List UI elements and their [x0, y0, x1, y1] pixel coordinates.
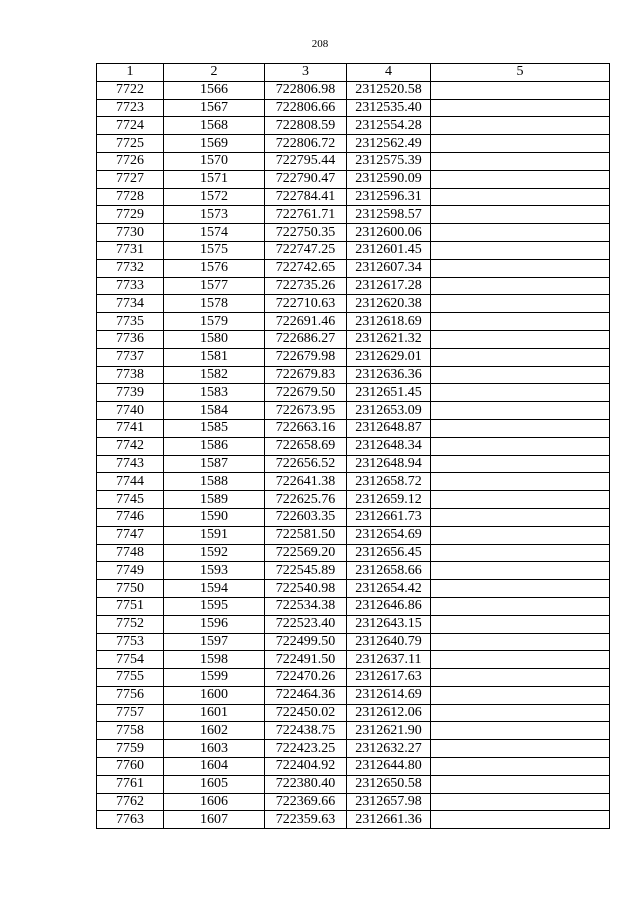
table-cell-col-2: 1579: [164, 313, 265, 331]
table-cell-col-3: 722747.25: [265, 241, 347, 259]
table-row: [97, 473, 610, 491]
table-cell-col-2: 1584: [164, 402, 265, 420]
table-cell-col-3: 722523.40: [265, 615, 347, 633]
table-cell-col-5: [431, 740, 610, 758]
table-cell-col-1: 7759: [97, 740, 164, 758]
table-cell-col-2: 1577: [164, 277, 265, 295]
table-cell-col-5: [431, 597, 610, 615]
table-cell-col-5: [431, 455, 610, 473]
table-cell-col-3: 722663.16: [265, 419, 347, 437]
table-row: [97, 811, 610, 829]
table-cell-col-5: [431, 419, 610, 437]
table-cell-col-5: [431, 758, 610, 776]
table-row: [97, 384, 610, 402]
table-cell-col-5: [431, 775, 610, 793]
table-cell-col-1: 7740: [97, 402, 164, 420]
table-cell-col-2: 1574: [164, 224, 265, 242]
table-cell-col-5: [431, 633, 610, 651]
table-cell-col-2: 1568: [164, 117, 265, 135]
table-cell-col-2: 1597: [164, 633, 265, 651]
table-cell-col-1: 7763: [97, 811, 164, 829]
table-cell-col-5: [431, 170, 610, 188]
table-row: [97, 651, 610, 669]
table-cell-col-5: [431, 259, 610, 277]
table-cell-col-3: 722438.75: [265, 722, 347, 740]
table-cell-col-3: 722545.89: [265, 562, 347, 580]
table-cell-col-5: [431, 152, 610, 170]
table-cell-col-5: [431, 330, 610, 348]
table-cell-col-4: 2312535.40: [347, 99, 431, 117]
table-cell-col-3: 722679.50: [265, 384, 347, 402]
table-cell-col-1: 7752: [97, 615, 164, 633]
table-cell-col-2: 1567: [164, 99, 265, 117]
table-cell-col-2: 1585: [164, 419, 265, 437]
table-row: [97, 206, 610, 224]
table-cell-col-4: 2312575.39: [347, 152, 431, 170]
table-cell-col-3: 722735.26: [265, 277, 347, 295]
table-cell-col-2: 1593: [164, 562, 265, 580]
table-cell-col-4: 2312598.57: [347, 206, 431, 224]
table-cell-col-3: 722691.46: [265, 313, 347, 331]
table-cell-col-5: [431, 366, 610, 384]
column-header-5: 5: [431, 64, 610, 82]
table-cell-col-4: 2312648.94: [347, 455, 431, 473]
table-cell-col-3: 722784.41: [265, 188, 347, 206]
table-cell-col-1: 7736: [97, 330, 164, 348]
table-cell-col-1: 7751: [97, 597, 164, 615]
table-cell-col-3: 722686.27: [265, 330, 347, 348]
table-row: [97, 170, 610, 188]
table-cell-col-4: 2312648.34: [347, 437, 431, 455]
column-header-2: 2: [164, 64, 265, 82]
table-cell-col-1: 7724: [97, 117, 164, 135]
table-row: [97, 224, 610, 242]
table-cell-col-4: 2312661.73: [347, 508, 431, 526]
table-cell-col-4: 2312651.45: [347, 384, 431, 402]
table-cell-col-1: 7739: [97, 384, 164, 402]
table-cell-col-1: 7745: [97, 491, 164, 509]
table-cell-col-5: [431, 580, 610, 598]
table-cell-col-1: 7748: [97, 544, 164, 562]
table-cell-col-1: 7734: [97, 295, 164, 313]
table-cell-col-5: [431, 793, 610, 811]
table-cell-col-4: 2312607.34: [347, 259, 431, 277]
column-header-1: 1: [97, 64, 164, 82]
table-cell-col-4: 2312617.28: [347, 277, 431, 295]
table-row: [97, 419, 610, 437]
table-cell-col-5: [431, 437, 610, 455]
table-cell-col-1: 7750: [97, 580, 164, 598]
table-cell-col-1: 7757: [97, 704, 164, 722]
table-cell-col-2: 1602: [164, 722, 265, 740]
table-cell-col-3: 722790.47: [265, 170, 347, 188]
table-cell-col-2: 1573: [164, 206, 265, 224]
table-cell-col-2: 1586: [164, 437, 265, 455]
table-cell-col-5: [431, 206, 610, 224]
table-cell-col-2: 1581: [164, 348, 265, 366]
table-cell-col-1: 7733: [97, 277, 164, 295]
table-row: [97, 580, 610, 598]
table-row: [97, 722, 610, 740]
table-cell-col-3: 722808.59: [265, 117, 347, 135]
table-row: [97, 686, 610, 704]
header-row: [97, 64, 610, 82]
table-cell-col-5: [431, 473, 610, 491]
table-cell-col-3: 722470.26: [265, 669, 347, 687]
table-cell-col-5: [431, 651, 610, 669]
table-cell-col-2: 1590: [164, 508, 265, 526]
table-cell-col-1: 7741: [97, 419, 164, 437]
table-cell-col-4: 2312520.58: [347, 81, 431, 99]
table-cell-col-1: 7731: [97, 241, 164, 259]
table-cell-col-4: 2312654.42: [347, 580, 431, 598]
table-row: [97, 402, 610, 420]
table-cell-col-3: 722499.50: [265, 633, 347, 651]
table-row: [97, 330, 610, 348]
table-cell-col-4: 2312656.45: [347, 544, 431, 562]
table-row: [97, 188, 610, 206]
table-row: [97, 152, 610, 170]
table-cell-col-4: 2312661.36: [347, 811, 431, 829]
table-row: [97, 437, 610, 455]
table-cell-col-2: 1571: [164, 170, 265, 188]
table-header: [97, 64, 610, 82]
table-cell-col-5: [431, 704, 610, 722]
table-row: [97, 99, 610, 117]
table-row: [97, 455, 610, 473]
table-cell-col-3: 722795.44: [265, 152, 347, 170]
table-cell-col-4: 2312658.72: [347, 473, 431, 491]
table-cell-col-1: 7732: [97, 259, 164, 277]
table-cell-col-4: 2312659.12: [347, 491, 431, 509]
table-cell-col-1: 7762: [97, 793, 164, 811]
column-header-3: 3: [265, 64, 347, 82]
table-row: [97, 775, 610, 793]
table-cell-col-5: [431, 384, 610, 402]
table-row: [97, 135, 610, 153]
table-cell-col-1: 7722: [97, 81, 164, 99]
table-cell-col-5: [431, 562, 610, 580]
table-row: [97, 366, 610, 384]
table-cell-col-4: 2312646.86: [347, 597, 431, 615]
table-cell-col-5: [431, 241, 610, 259]
table-cell-col-5: [431, 348, 610, 366]
table-cell-col-1: 7743: [97, 455, 164, 473]
table-cell-col-4: 2312618.69: [347, 313, 431, 331]
table-cell-col-1: 7747: [97, 526, 164, 544]
table-cell-col-4: 2312644.80: [347, 758, 431, 776]
table-cell-col-3: 722359.63: [265, 811, 347, 829]
table-cell-col-5: [431, 313, 610, 331]
table-cell-col-1: 7727: [97, 170, 164, 188]
table-row: [97, 491, 610, 509]
table-cell-col-2: 1596: [164, 615, 265, 633]
table-cell-col-5: [431, 402, 610, 420]
table-cell-col-2: 1599: [164, 669, 265, 687]
table-cell-col-1: 7738: [97, 366, 164, 384]
table-cell-col-3: 722625.76: [265, 491, 347, 509]
table-cell-col-4: 2312590.09: [347, 170, 431, 188]
table-cell-col-2: 1591: [164, 526, 265, 544]
table-cell-col-2: 1583: [164, 384, 265, 402]
table-cell-col-2: 1589: [164, 491, 265, 509]
table-cell-col-5: [431, 491, 610, 509]
table-row: [97, 508, 610, 526]
table-cell-col-2: 1582: [164, 366, 265, 384]
table-cell-col-1: 7729: [97, 206, 164, 224]
table-cell-col-2: 1578: [164, 295, 265, 313]
table-cell-col-4: 2312612.06: [347, 704, 431, 722]
table-cell-col-3: 722369.66: [265, 793, 347, 811]
table-cell-col-3: 722641.38: [265, 473, 347, 491]
table-cell-col-1: 7749: [97, 562, 164, 580]
table-cell-col-5: [431, 117, 610, 135]
table-cell-col-1: 7735: [97, 313, 164, 331]
table-cell-col-1: 7756: [97, 686, 164, 704]
table-cell-col-3: 722581.50: [265, 526, 347, 544]
table-cell-col-3: 722464.36: [265, 686, 347, 704]
table-row: [97, 615, 610, 633]
table-row: [97, 313, 610, 331]
table-cell-col-5: [431, 135, 610, 153]
table-row: [97, 740, 610, 758]
table-cell-col-5: [431, 615, 610, 633]
table-cell-col-2: 1575: [164, 241, 265, 259]
table-cell-col-1: 7760: [97, 758, 164, 776]
coordinates-table: [96, 63, 610, 829]
table-cell-col-4: 2312617.63: [347, 669, 431, 687]
table-cell-col-3: 722491.50: [265, 651, 347, 669]
table-cell-col-4: 2312629.01: [347, 348, 431, 366]
table-cell-col-3: 722806.72: [265, 135, 347, 153]
table-cell-col-2: 1587: [164, 455, 265, 473]
table-cell-col-1: 7746: [97, 508, 164, 526]
table-cell-col-2: 1576: [164, 259, 265, 277]
table-cell-col-2: 1600: [164, 686, 265, 704]
table-cell-col-2: 1594: [164, 580, 265, 598]
table-cell-col-1: 7723: [97, 99, 164, 117]
table-cell-col-3: 722658.69: [265, 437, 347, 455]
table-cell-col-4: 2312620.38: [347, 295, 431, 313]
table-cell-col-5: [431, 224, 610, 242]
table-cell-col-5: [431, 686, 610, 704]
table-cell-col-4: 2312601.45: [347, 241, 431, 259]
table-cell-col-3: 722569.20: [265, 544, 347, 562]
table-cell-col-3: 722806.98: [265, 81, 347, 99]
table-cell-col-3: 722742.65: [265, 259, 347, 277]
table-row: [97, 259, 610, 277]
table-cell-col-1: 7761: [97, 775, 164, 793]
table-cell-col-5: [431, 188, 610, 206]
table-row: [97, 597, 610, 615]
table-cell-col-3: 722750.35: [265, 224, 347, 242]
table-cell-col-1: 7744: [97, 473, 164, 491]
table-cell-col-4: 2312637.11: [347, 651, 431, 669]
table-cell-col-2: 1592: [164, 544, 265, 562]
table-cell-col-4: 2312648.87: [347, 419, 431, 437]
table-body: [97, 81, 610, 828]
table-cell-col-4: 2312621.32: [347, 330, 431, 348]
table-cell-col-5: [431, 508, 610, 526]
table-cell-col-4: 2312650.58: [347, 775, 431, 793]
table-cell-col-1: 7726: [97, 152, 164, 170]
table-cell-col-4: 2312632.27: [347, 740, 431, 758]
table-cell-col-2: 1572: [164, 188, 265, 206]
table-row: [97, 277, 610, 295]
table-cell-col-2: 1580: [164, 330, 265, 348]
table-cell-col-1: 7728: [97, 188, 164, 206]
table-cell-col-4: 2312640.79: [347, 633, 431, 651]
table-cell-col-1: 7755: [97, 669, 164, 687]
table-cell-col-3: 722710.63: [265, 295, 347, 313]
column-header-4: 4: [347, 64, 431, 82]
table-cell-col-3: 722679.83: [265, 366, 347, 384]
table-cell-col-5: [431, 81, 610, 99]
table-cell-col-4: 2312636.36: [347, 366, 431, 384]
table-row: [97, 633, 610, 651]
table-cell-col-3: 722679.98: [265, 348, 347, 366]
table-cell-col-3: 722761.71: [265, 206, 347, 224]
table-cell-col-5: [431, 544, 610, 562]
table-cell-col-2: 1588: [164, 473, 265, 491]
table-cell-col-4: 2312596.31: [347, 188, 431, 206]
table-cell-col-5: [431, 277, 610, 295]
table-cell-col-5: [431, 722, 610, 740]
table-cell-col-1: 7737: [97, 348, 164, 366]
table-cell-col-2: 1605: [164, 775, 265, 793]
table-cell-col-3: 722603.35: [265, 508, 347, 526]
table-cell-col-1: 7742: [97, 437, 164, 455]
table-cell-col-4: 2312562.49: [347, 135, 431, 153]
table-cell-col-4: 2312654.69: [347, 526, 431, 544]
table-cell-col-3: 722673.95: [265, 402, 347, 420]
table-cell-col-2: 1603: [164, 740, 265, 758]
table-cell-col-4: 2312600.06: [347, 224, 431, 242]
table-row: [97, 758, 610, 776]
table-cell-col-4: 2312657.98: [347, 793, 431, 811]
table-cell-col-3: 722423.25: [265, 740, 347, 758]
table-cell-col-5: [431, 811, 610, 829]
table-cell-col-5: [431, 99, 610, 117]
table-cell-col-4: 2312653.09: [347, 402, 431, 420]
table-cell-col-2: 1570: [164, 152, 265, 170]
table-row: [97, 544, 610, 562]
table-row: [97, 704, 610, 722]
table-cell-col-3: 722450.02: [265, 704, 347, 722]
table-cell-col-4: 2312554.28: [347, 117, 431, 135]
table-cell-col-1: 7754: [97, 651, 164, 669]
table-cell-col-2: 1601: [164, 704, 265, 722]
table-row: [97, 793, 610, 811]
table-cell-col-5: [431, 295, 610, 313]
table-cell-col-2: 1595: [164, 597, 265, 615]
table-cell-col-4: 2312614.69: [347, 686, 431, 704]
table-cell-col-3: 722540.98: [265, 580, 347, 598]
table-cell-col-5: [431, 526, 610, 544]
table-cell-col-3: 722656.52: [265, 455, 347, 473]
table-cell-col-5: [431, 669, 610, 687]
table-cell-col-4: 2312621.90: [347, 722, 431, 740]
table-cell-col-1: 7730: [97, 224, 164, 242]
table-row: [97, 669, 610, 687]
table-cell-col-4: 2312643.15: [347, 615, 431, 633]
table-row: [97, 81, 610, 99]
page-number: 208: [311, 38, 329, 50]
table-cell-col-2: 1598: [164, 651, 265, 669]
table-cell-col-2: 1604: [164, 758, 265, 776]
table-cell-col-3: 722380.40: [265, 775, 347, 793]
table-row: [97, 295, 610, 313]
table-cell-col-2: 1606: [164, 793, 265, 811]
table-cell-col-1: 7753: [97, 633, 164, 651]
table-cell-col-4: 2312658.66: [347, 562, 431, 580]
table-cell-col-3: 722806.66: [265, 99, 347, 117]
table-cell-col-3: 722404.92: [265, 758, 347, 776]
table-row: [97, 562, 610, 580]
table-cell-col-2: 1566: [164, 81, 265, 99]
table-cell-col-1: 7758: [97, 722, 164, 740]
table-row: [97, 348, 610, 366]
table-cell-col-3: 722534.38: [265, 597, 347, 615]
table-row: [97, 241, 610, 259]
table-row: [97, 526, 610, 544]
table-cell-col-1: 7725: [97, 135, 164, 153]
table-cell-col-2: 1607: [164, 811, 265, 829]
table-cell-col-2: 1569: [164, 135, 265, 153]
table-row: [97, 117, 610, 135]
